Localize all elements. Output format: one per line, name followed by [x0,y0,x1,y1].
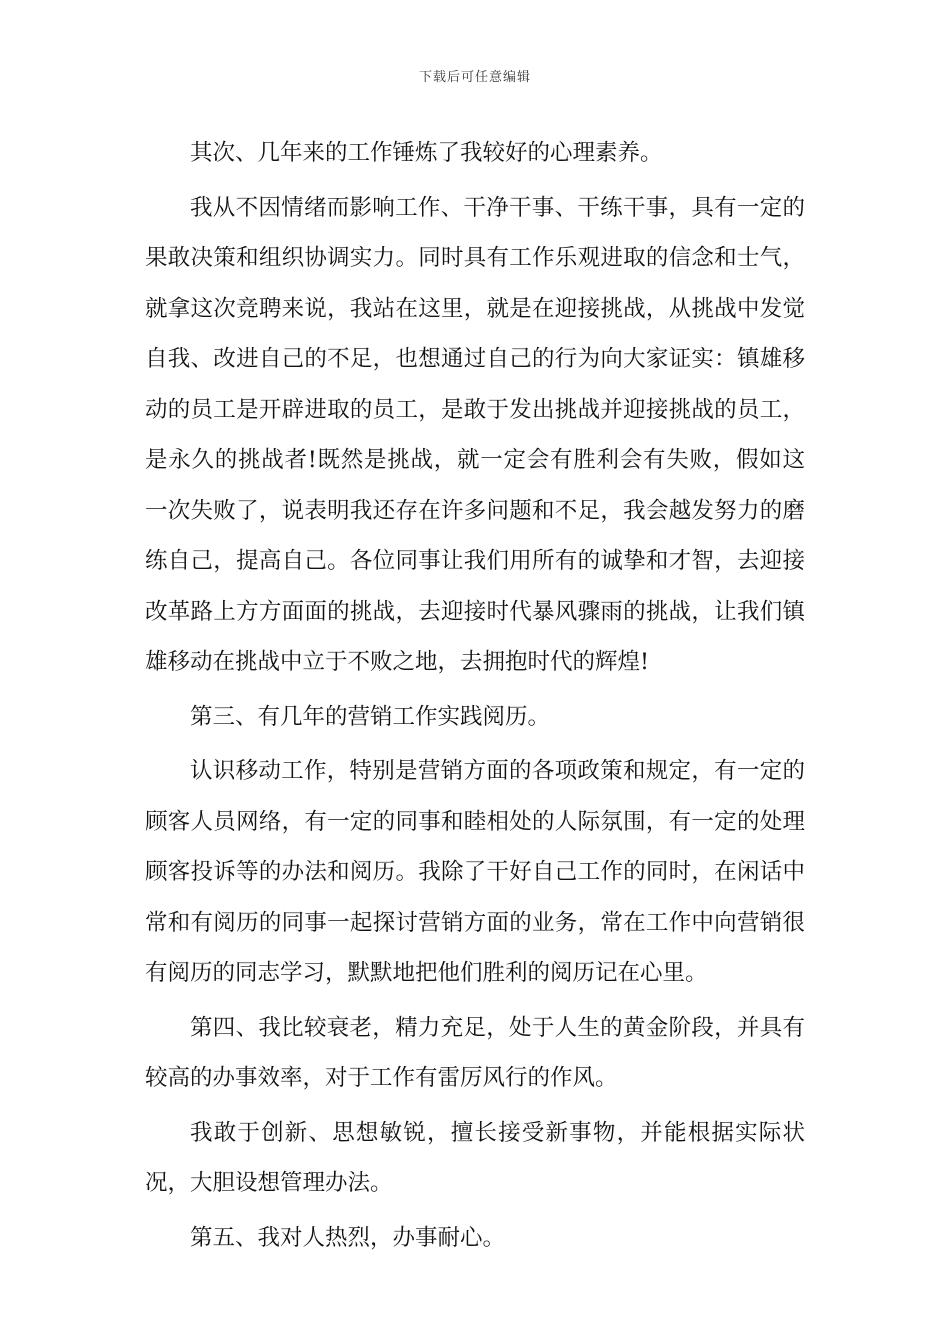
paragraph: 第四、我比较衰老，精力充足，处于人生的黄金阶段，并具有较高的办事效率，对于工作有雷厉风行的作风。 [145,1014,805,1091]
paragraph: 我敢于创新、思想敏锐，擅长接受新事物，并能根据实际状况，大胆设想管理办法。 [145,1119,805,1196]
page-header-note: 下载后可任意编辑 [418,70,531,85]
paragraph: 我从不因情绪而影响工作、干净干事、干练干事，具有一定的果敢决策和组织协调实力。同时具有工作乐观进取的信念和士气，就拿这次竞聘来说，我站在这里，就是在迎接挑战，从挑战中发觉自我、改进自己的不足，也想通过自己的行为向大家证实：镇雄移动的员工是开辟进取的员工，是敢于发出挑战并迎接挑战的员工，是永久的挑战者!既然是挑战，就一定会有胜利会有失败，假如这一次失败了，说表明我还存在许多问题和不足，我会越发努力的磨练自己，提高自己。各位同事让我们用所有的诚挚和才智，去迎接改革路上方方面面的挑战，去迎接时代暴风骤雨的挑战，让我们镇雄移动在挑战中立于不败之地，去拥抱时代的辉煌! [145,194,805,675]
paragraph: 第三、有几年的营销工作实践阅历。 [190,703,551,730]
document-body [145,128,805,1263]
paragraph: 其次、几年来的工作锤炼了我较好的心理素养。 [190,140,663,166]
paragraph: 认识移动工作，特别是营销方面的各项政策和规定，有一定的顾客人员网络，有一定的同事和睦相处的人际氛围，有一定的处理顾客投诉等的办法和阅历。我除了干好自己工作的同时，在闲话中常和有阅历的同事一起探讨营销方面的业务，常在工作中向营销很有阅历的同志学习，默默地把他们胜利的阅历记在心里。 [145,758,805,986]
paragraph: 第五、我对人热烈，办事耐心。 [190,1224,506,1251]
